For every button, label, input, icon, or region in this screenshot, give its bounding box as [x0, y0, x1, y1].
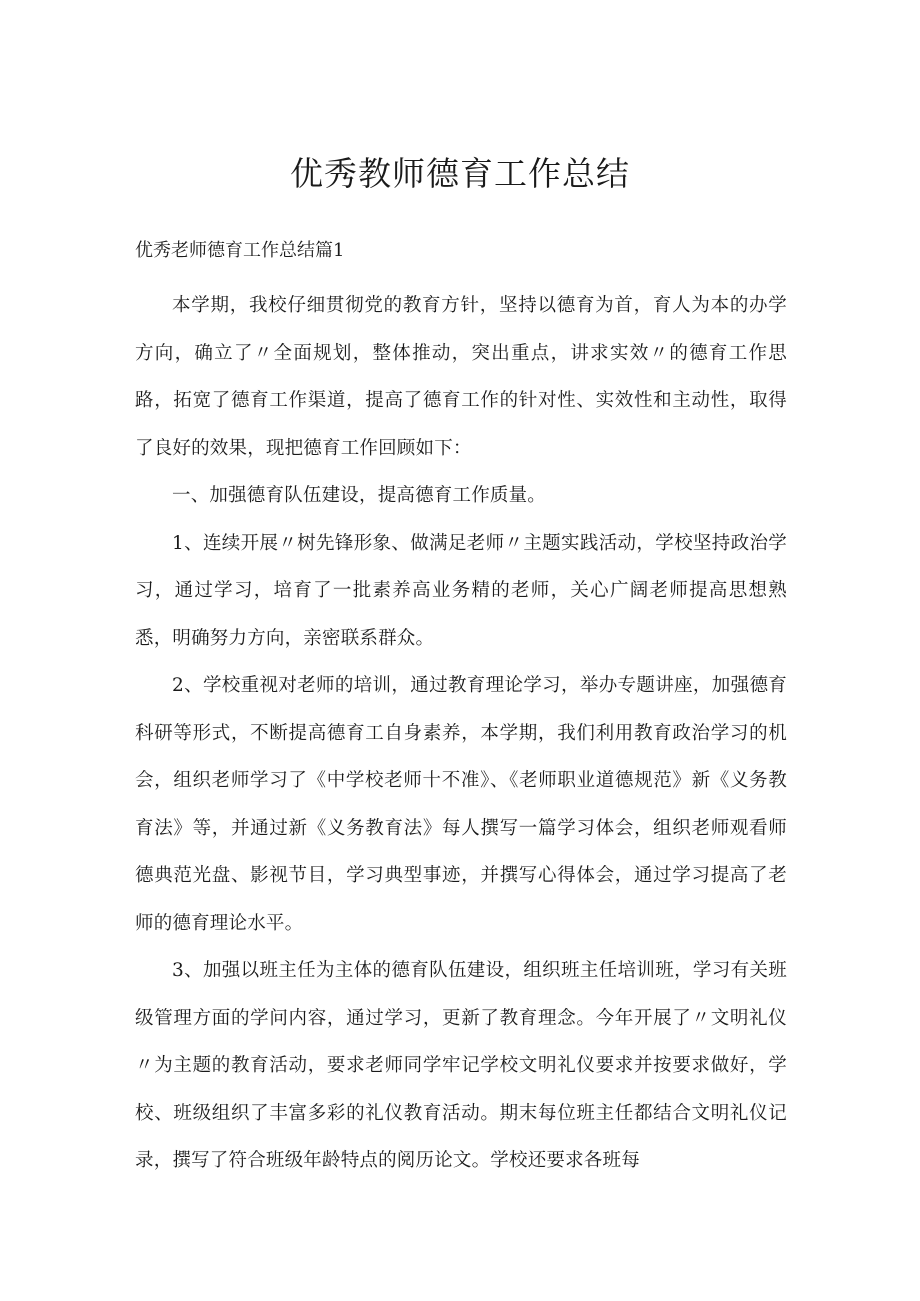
section-subtitle: 优秀老师德育工作总结篇1	[135, 240, 345, 261]
document-body	[135, 282, 787, 1185]
paragraph-intro: 本学期，我校仔细贯彻党的教育方针，坚持以德育为首，育人为本的办学方向，确立了〃全面规划，整体推动，突出重点，讲求实效〃的德育工作思路，拓宽了德育工作渠道，提高了德育工作的针对性、实效性和主动性，取得了良好的效果，现把德育工作回顾如下：	[135, 295, 787, 459]
paragraph-item-1: 1、连续开展〃树先锋形象、做满足老师〃主题实践活动，学校坚持政治学习，通过学习，培育了一批素养高业务精的老师，关心广阔老师提高思想熟悉，明确努力方向，亲密联系群众。	[135, 532, 787, 649]
paragraph-item-2: 2、学校重视对老师的培训，通过教育理论学习，举办专题讲座，加强德育科研等形式，不断提高德育工自身素养，本学期，我们利用教育政治学习的机会，组织老师学习了《中学校老师十不准》、《老师职业道德规范》新《义务教育法》等，并通过新《义务教育法》每人撰写一篇学习体会，组织老师观看师德典范光盘、影视节目，学习典型事迹，并撰写心得体会，通过学习提高了老师的德育理论水平。	[135, 675, 787, 934]
paragraph-item-3: 3、加强以班主任为主体的德育队伍建设，组织班主任培训班，学习有关班级管理方面的学问内容，通过学习，更新了教育理念。今年开展了〃文明礼仪〃为主题的教育活动，要求老师同学牢记学校文明礼仪要求并按要求做好，学校、班级组织了丰富多彩的礼仪教育活动。期末每位班主任都结合文明礼仪记录，撰写了符合班级年龄特点的阅历论文。学校还要求各班每	[135, 960, 787, 1171]
document-title: 优秀教师德育工作总结	[290, 154, 630, 193]
paragraph-heading-1: 一、加强德育队伍建设，提高德育工作质量。	[172, 485, 547, 506]
